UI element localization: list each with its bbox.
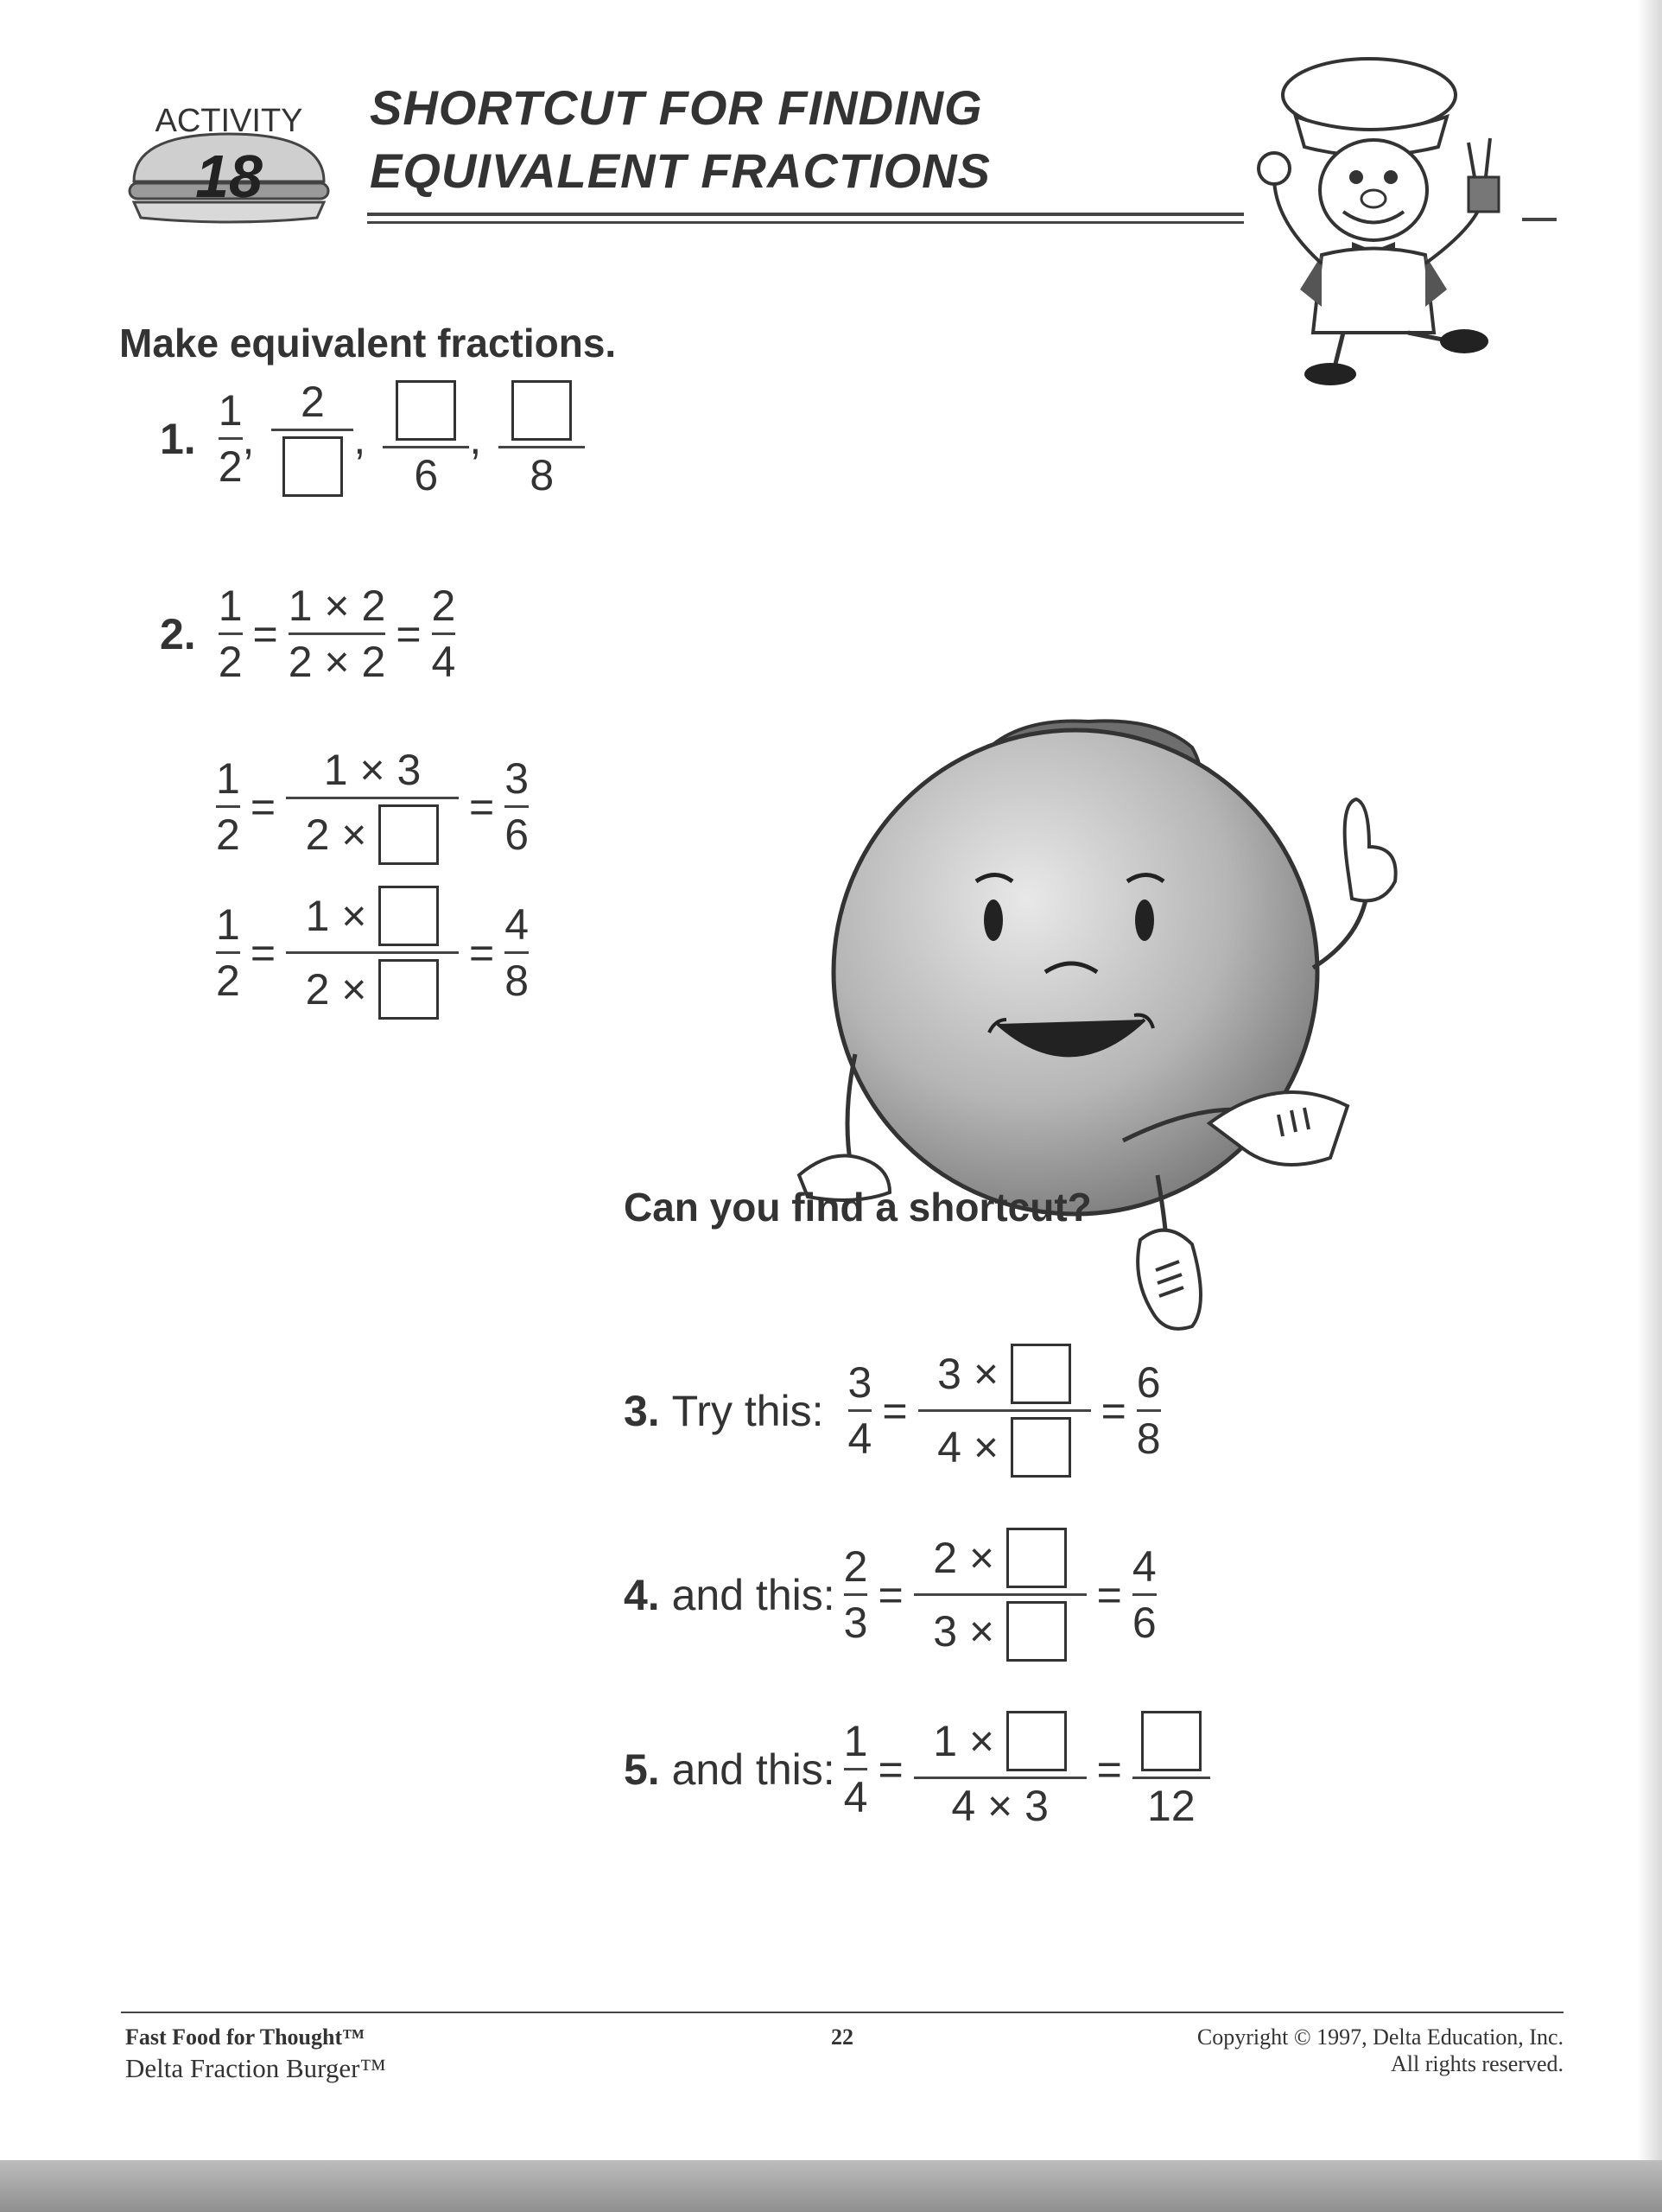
title-rule-bottom	[367, 221, 1244, 224]
fraction	[1132, 1711, 1210, 1830]
equals-sign: =	[882, 1386, 908, 1435]
problem-1	[160, 380, 585, 497]
answer-box[interactable]	[1141, 1711, 1202, 1771]
numerator: 1	[218, 582, 243, 630]
separator: ,	[242, 414, 255, 463]
equals-sign: =	[250, 782, 276, 831]
fraction	[216, 754, 240, 859]
title-rule-top	[367, 213, 1244, 216]
answer-box[interactable]	[378, 886, 439, 946]
fraction	[504, 900, 530, 1005]
numerator: 4	[1132, 1542, 1157, 1591]
denominator: 8	[1136, 1414, 1161, 1463]
separator: ,	[353, 414, 366, 463]
denominator: 2	[218, 442, 243, 491]
denominator: 12	[1147, 1782, 1196, 1830]
problem-4-prompt: and this:	[671, 1570, 835, 1619]
fraction-blank-8	[498, 380, 585, 497]
answer-box[interactable]	[1006, 1528, 1067, 1588]
numerator: 1	[218, 386, 243, 435]
footer-book-title: Delta Fraction Burger™	[125, 2053, 386, 2083]
fraction-2-blank	[271, 380, 353, 497]
answer-box[interactable]	[378, 959, 439, 1020]
problem-4-label: 4.	[624, 1570, 660, 1619]
denominator: 2	[216, 957, 240, 1005]
denominator: 4 × 3	[951, 1782, 1049, 1830]
denominator: 8	[504, 957, 530, 1005]
denominator: 6	[504, 810, 530, 859]
numerator: 1 × 3	[323, 746, 422, 794]
denominator: 4	[431, 638, 456, 686]
numerator: 2	[843, 1542, 868, 1591]
page-number: 22	[831, 2024, 853, 2050]
numerator: 4	[504, 900, 530, 949]
problem-3	[624, 1344, 1161, 1478]
fraction	[843, 1542, 868, 1647]
fraction	[914, 1528, 1087, 1662]
problem-4	[624, 1528, 1157, 1662]
answer-box[interactable]	[1006, 1601, 1067, 1662]
equals-sign: =	[396, 609, 422, 658]
fraction	[286, 886, 459, 1020]
equals-sign: =	[1096, 1745, 1122, 1794]
fraction	[431, 582, 456, 686]
equals-sign: =	[1096, 1570, 1122, 1619]
denominator: 6	[414, 451, 439, 499]
chef-illustration	[1248, 48, 1542, 393]
denominator-text: 2 ×	[305, 810, 367, 859]
numerator: 1	[843, 1717, 868, 1765]
equals-sign: =	[252, 609, 278, 658]
page-title-line-1: SHORTCUT FOR FINDING	[370, 80, 983, 135]
denominator: 2 × 2	[288, 638, 386, 686]
numerator-text: 3 ×	[937, 1350, 999, 1398]
denominator: 6	[1132, 1599, 1157, 1647]
fraction	[504, 754, 530, 859]
shortcut-question: Can you find a shortcut?	[624, 1185, 1092, 1230]
answer-box[interactable]	[378, 804, 439, 865]
fraction	[844, 1719, 868, 1819]
numerator: 2	[301, 378, 325, 426]
problem-2-row-1	[160, 582, 456, 686]
problem-5-prompt: and this:	[671, 1745, 835, 1794]
fraction-1-2	[218, 386, 243, 491]
page-title-line-2: EQUIVALENT FRACTIONS	[370, 143, 991, 198]
separator: ,	[469, 414, 482, 463]
numerator-text: 1 ×	[933, 1717, 995, 1765]
answer-box[interactable]	[511, 380, 572, 441]
problem-1-label: 1.	[160, 414, 196, 463]
answer-box[interactable]	[1011, 1344, 1071, 1404]
problem-2-row-2	[216, 748, 529, 865]
activity-badge	[117, 86, 341, 225]
footer-copyright: Copyright © 1997, Delta Education, Inc.	[1196, 2024, 1564, 2050]
denominator-text: 3 ×	[933, 1607, 995, 1656]
fraction-burger-character	[760, 709, 1417, 1339]
fraction	[847, 1358, 872, 1463]
problem-3-prompt: Try this:	[671, 1386, 824, 1435]
problem-5-label: 5.	[624, 1745, 660, 1794]
footer-rule	[121, 2012, 1564, 2013]
scan-bottom-edge	[0, 2160, 1662, 2212]
numerator: 2	[431, 582, 456, 630]
equals-sign: =	[878, 1570, 904, 1619]
denominator: 2	[216, 810, 240, 859]
numerator: 1 × 2	[288, 582, 386, 630]
numerator: 3	[504, 754, 530, 803]
denominator: 8	[530, 451, 555, 499]
denominator-text: 4 ×	[937, 1423, 999, 1471]
problem-3-label: 3.	[624, 1386, 660, 1435]
fraction	[216, 900, 240, 1005]
equals-sign: =	[250, 928, 276, 977]
problem-2-label: 2.	[160, 609, 196, 658]
equals-sign: =	[878, 1745, 904, 1794]
numerator: 3	[847, 1358, 872, 1407]
equals-sign: =	[469, 782, 495, 831]
instruction-heading: Make equivalent fractions.	[119, 321, 617, 365]
denominator: 2	[218, 638, 243, 686]
answer-box[interactable]	[1011, 1417, 1071, 1478]
equals-sign: =	[469, 928, 495, 977]
numerator: 1	[216, 900, 240, 949]
fraction-blank-6	[383, 380, 469, 497]
fraction	[918, 1344, 1091, 1478]
answer-box[interactable]	[396, 380, 456, 441]
problem-2-row-3	[216, 886, 529, 1020]
numerator-text: 1 ×	[305, 892, 367, 940]
footer-series-title: Fast Food for Thought™	[125, 2024, 365, 2050]
footer-rights: All rights reserved.	[1390, 2051, 1564, 2076]
problem-5	[624, 1711, 1210, 1830]
denominator: 4	[847, 1414, 872, 1463]
fraction	[1132, 1542, 1157, 1647]
denominator-text: 2 ×	[305, 965, 367, 1014]
numerator-text: 2 ×	[933, 1534, 995, 1582]
denominator: 4	[843, 1773, 868, 1821]
numerator: 1	[216, 754, 240, 803]
denominator: 3	[843, 1599, 868, 1647]
fraction	[914, 1711, 1087, 1830]
fraction	[288, 582, 386, 686]
scan-edge-shadow	[1637, 0, 1662, 2160]
answer-box[interactable]	[282, 436, 343, 497]
fraction	[1136, 1358, 1161, 1463]
numerator: 6	[1136, 1358, 1161, 1407]
fraction	[218, 582, 243, 686]
equals-sign: =	[1101, 1386, 1126, 1435]
answer-box[interactable]	[1006, 1711, 1067, 1771]
activity-number: 18	[195, 143, 263, 210]
fraction	[286, 748, 459, 865]
activity-label: ACTIVITY	[155, 103, 303, 139]
